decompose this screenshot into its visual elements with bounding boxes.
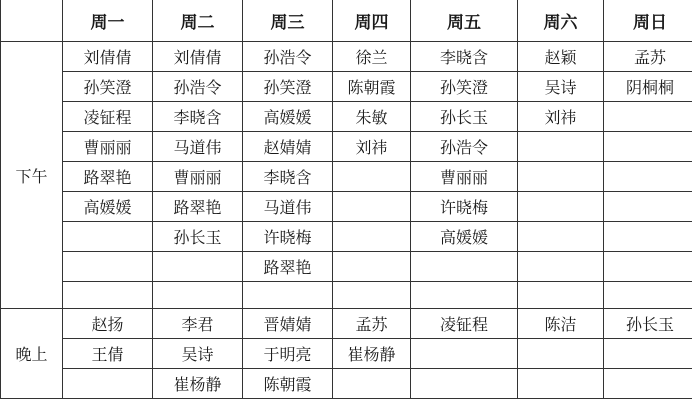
name-cell (411, 339, 518, 369)
name-cell (333, 192, 411, 222)
header-day-mon: 周一 (63, 0, 153, 42)
name-cell (518, 132, 604, 162)
name-cell: 孙浩令 (153, 72, 243, 102)
name-cell: 凌钲程 (63, 102, 153, 132)
name-cell (411, 369, 518, 399)
name-cell (63, 282, 153, 309)
header-day-fri: 周五 (411, 0, 518, 42)
name-cell (518, 252, 604, 282)
name-cell: 凌钲程 (411, 309, 518, 339)
name-cell (411, 252, 518, 282)
name-cell (518, 282, 604, 309)
name-cell: 高媛媛 (63, 192, 153, 222)
schedule-row (1, 132, 692, 162)
name-cell: 孙长玉 (411, 102, 518, 132)
name-cell (63, 369, 153, 399)
name-cell (604, 369, 692, 399)
name-cell: 吴诗 (518, 72, 604, 102)
period-label: 晚上 (1, 309, 63, 399)
name-cell: 路翠艳 (63, 162, 153, 192)
name-cell (604, 162, 692, 192)
name-cell: 许晓梅 (243, 222, 333, 252)
name-cell (333, 162, 411, 192)
name-cell (333, 369, 411, 399)
schedule-row (1, 339, 692, 369)
name-cell: 曹丽丽 (63, 132, 153, 162)
name-cell (518, 222, 604, 252)
schedule-row (1, 72, 692, 102)
name-cell (333, 252, 411, 282)
name-cell: 李晓含 (411, 42, 518, 72)
name-cell: 刘祎 (333, 132, 411, 162)
name-cell: 孙笑澄 (63, 72, 153, 102)
name-cell: 马道伟 (243, 192, 333, 222)
schedule-row (1, 192, 692, 222)
name-cell: 崔杨静 (333, 339, 411, 369)
schedule-body (1, 42, 692, 399)
name-cell: 孙浩令 (243, 42, 333, 72)
name-cell: 晋婧婧 (243, 309, 333, 339)
schedule-row (1, 252, 692, 282)
name-cell: 孙笑澄 (411, 72, 518, 102)
name-cell: 孙长玉 (153, 222, 243, 252)
name-cell: 高媛媛 (411, 222, 518, 252)
name-cell: 陈朝霞 (243, 369, 333, 399)
name-cell (63, 252, 153, 282)
name-cell (518, 339, 604, 369)
name-cell: 赵婧婧 (243, 132, 333, 162)
name-cell (604, 102, 692, 132)
name-cell: 李晓含 (153, 102, 243, 132)
name-cell (333, 282, 411, 309)
schedule-row (1, 309, 692, 339)
name-cell: 朱敏 (333, 102, 411, 132)
schedule-row (1, 102, 692, 132)
header-day-tue: 周二 (153, 0, 243, 42)
name-cell (604, 192, 692, 222)
name-cell: 刘倩倩 (63, 42, 153, 72)
name-cell: 孟苏 (604, 42, 692, 72)
name-cell: 吴诗 (153, 339, 243, 369)
header-row (1, 0, 692, 42)
name-cell: 路翠艳 (243, 252, 333, 282)
name-cell: 许晓梅 (411, 192, 518, 222)
name-cell: 孟苏 (333, 309, 411, 339)
name-cell: 曹丽丽 (153, 162, 243, 192)
name-cell: 赵颖 (518, 42, 604, 72)
name-cell: 陈朝霞 (333, 72, 411, 102)
name-cell (604, 132, 692, 162)
name-cell (604, 282, 692, 309)
name-cell: 曹丽丽 (411, 162, 518, 192)
period-label: 下午 (1, 42, 63, 309)
name-cell: 崔杨静 (153, 369, 243, 399)
schedule-row (1, 282, 692, 309)
name-cell (243, 282, 333, 309)
name-cell: 陈洁 (518, 309, 604, 339)
header-day-thu: 周四 (333, 0, 411, 42)
name-cell (153, 252, 243, 282)
name-cell: 徐兰 (333, 42, 411, 72)
schedule-row (1, 42, 692, 72)
name-cell (63, 222, 153, 252)
schedule-row (1, 222, 692, 252)
schedule-row (1, 162, 692, 192)
name-cell (333, 222, 411, 252)
name-cell (604, 339, 692, 369)
name-cell (153, 282, 243, 309)
schedule-row (1, 369, 692, 399)
name-cell (411, 282, 518, 309)
name-cell: 高媛媛 (243, 102, 333, 132)
name-cell (604, 222, 692, 252)
name-cell: 阴桐桐 (604, 72, 692, 102)
name-cell (604, 252, 692, 282)
name-cell: 刘祎 (518, 102, 604, 132)
name-cell: 王倩 (63, 339, 153, 369)
name-cell (518, 192, 604, 222)
name-cell: 刘倩倩 (153, 42, 243, 72)
header-day-sat: 周六 (518, 0, 604, 42)
name-cell: 路翠艳 (153, 192, 243, 222)
name-cell: 孙笑澄 (243, 72, 333, 102)
name-cell: 李君 (153, 309, 243, 339)
header-day-sun: 周日 (604, 0, 692, 42)
name-cell (518, 162, 604, 192)
name-cell: 马道伟 (153, 132, 243, 162)
name-cell: 孙浩令 (411, 132, 518, 162)
name-cell: 孙长玉 (604, 309, 692, 339)
name-cell: 赵扬 (63, 309, 153, 339)
name-cell (518, 369, 604, 399)
header-day-wed: 周三 (243, 0, 333, 42)
header-corner-cell (1, 0, 63, 42)
name-cell: 李晓含 (243, 162, 333, 192)
name-cell: 于明亮 (243, 339, 333, 369)
